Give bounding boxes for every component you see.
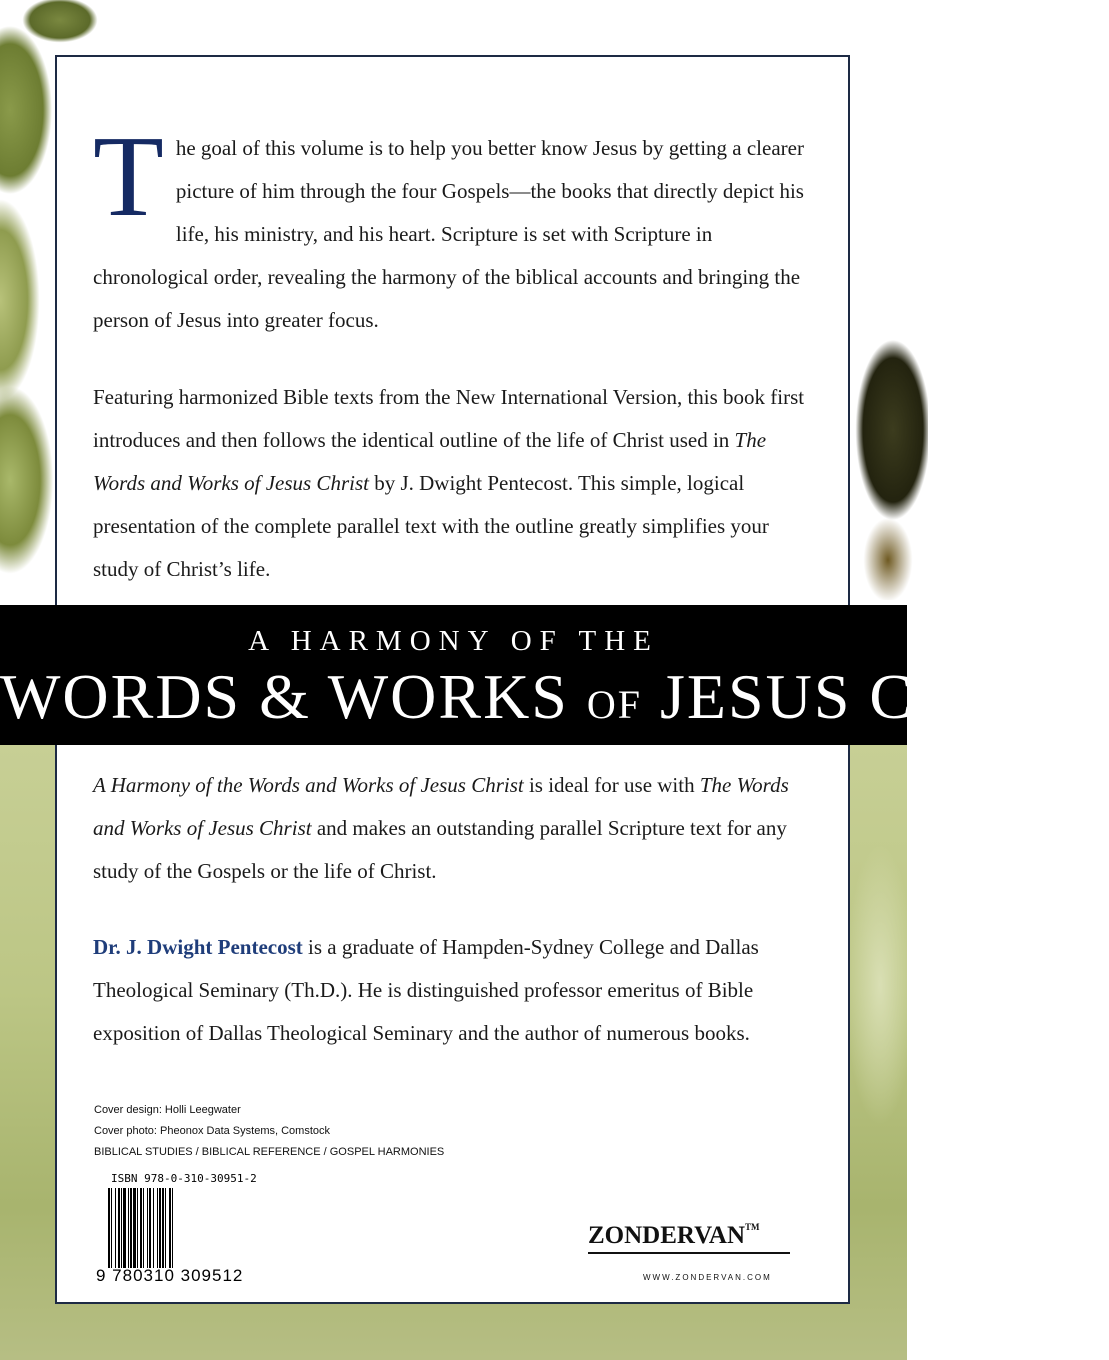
- author-bio: is a graduate of Hampden-Sydney College and Dallas Theological Seminary (Th.D.). He is distinguished professor emeritus of Bible exposition of Dallas Theological Seminary and the author of numerous books.: [93, 935, 759, 1045]
- banner-title-of: OF: [586, 682, 643, 727]
- usage-text-a: is ideal for use with: [523, 773, 700, 797]
- intro-paragraph: [93, 113, 813, 342]
- leaf-image-top: [20, 0, 100, 50]
- leaf-image-left: [0, 0, 60, 605]
- author-name: Dr. J. Dwight Pentecost: [93, 935, 303, 959]
- author-paragraph: [93, 926, 813, 1055]
- isbn-label: ISBN 978-0-310-30951-2: [111, 1172, 257, 1185]
- features-text-b: by J. Dwight Pentecost. This simple, logical presentation of the complete parallel text with the outline greatly simplifies your study of Christ’s life.: [93, 471, 769, 581]
- banner-title: [0, 657, 1109, 745]
- features-paragraph: [93, 376, 813, 591]
- logo-text: [588, 1222, 760, 1250]
- usage-paragraph: [93, 764, 813, 893]
- usage-text-b: and makes an outstanding parallel Scripture text for any study of the Gospels or the life of Christ.: [93, 816, 787, 883]
- barcode-bar: [173, 1188, 175, 1268]
- words-works-title-ref: The Words and Works of Jesus Christ: [93, 773, 789, 840]
- book-title-ref: The Words and Works of Jesus Christ: [93, 428, 767, 495]
- cover-photo-credit: Cover photo: Pheonox Data Systems, Comstock: [94, 1125, 330, 1137]
- barcode-number: 9 780310 309512: [96, 1266, 244, 1285]
- logo-wordmark: ZONDERVAN: [588, 1222, 746, 1249]
- banner-title-a: WORDS & WORKS: [0, 661, 587, 732]
- banner-title-b: JESUS CHRIST: [642, 661, 1109, 732]
- zondervan-logo: [588, 1222, 804, 1254]
- features-text-a: Featuring harmonized Bible texts from the New International Version, this book first introduces and then follows the identical outline of the life of Christ used in: [93, 385, 805, 452]
- harmony-title-ref: A Harmony of the Words and Works of Jesus Christ: [93, 773, 524, 797]
- logo-underline: [588, 1252, 790, 1254]
- banner-subtitle: A HARMONY OF THE: [248, 625, 659, 657]
- cover-design-credit: Cover design: Holli Leegwater: [94, 1104, 241, 1116]
- drop-cap: T: [93, 113, 164, 241]
- category-line: BIBLICAL STUDIES / BIBLICAL REFERENCE / GOSPEL HARMONIES: [94, 1146, 445, 1158]
- olive-image-right: [848, 300, 928, 600]
- title-banner: [0, 605, 1109, 745]
- barcode-image: [108, 1188, 258, 1268]
- publisher-website: WWW.ZONDERVAN.COM: [643, 1273, 772, 1282]
- intro-text: he goal of this volume is to help you better know Jesus by getting a clearer picture of him through the four Gospels—the books that directly depict his life, his ministry, and his heart. Scripture is set with Scripture in chronological order, revealing the harmony of the biblical accounts and bringing the person of Jesus into greater focus.: [93, 136, 804, 332]
- trademark: TM: [745, 1222, 760, 1232]
